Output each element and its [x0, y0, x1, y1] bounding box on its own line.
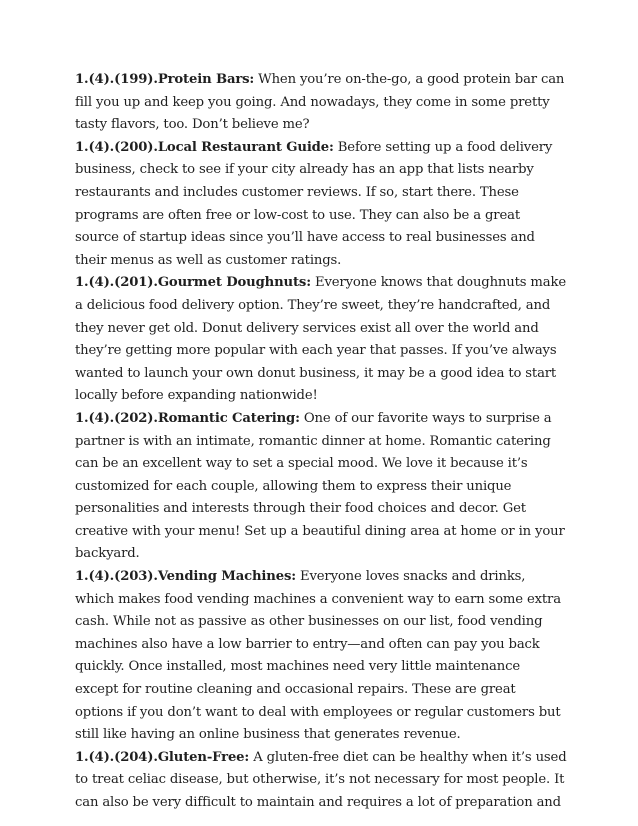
entry-title: Romantic Catering: [157, 410, 300, 426]
entry-body: Everyone loves snacks and drinks, which makes food vending machines a convenient way to earn some extra cash. While not as passive as other businesses on our list, food vending machines also have a low barrier to entry—and often can pay you back quickly. Once installed, most machines need very little maintenance except for routine cleaning and occasional repairs. These are great options if you don’t want to deal with employees or regular customers but still like having an online business that generates revenue. [75, 569, 561, 743]
entry-title: Protein Bars: [157, 72, 255, 87]
entry-protein-bars [75, 69, 567, 137]
entry-heading [75, 750, 249, 765]
entry-body: A gluten-free diet can be healthy when it’s used to treat celiac disease, but otherwise, it’s not necessary for most people. It can also be very difficult to maintain and requires a lot of preparation and [75, 749, 567, 810]
document-page [75, 69, 567, 815]
entry-title: Gourmet Doughnuts: [157, 275, 311, 291]
entry-body: When you’re on-the-go, a good protein bar can fill you up and keep you going. And nowadays, they come in some pretty tasty flavors, too. Don’t believe me? [75, 72, 565, 133]
entry-romantic-catering [75, 408, 567, 566]
entry-heading [75, 411, 300, 426]
entry-number: 1.(4).(202). [75, 410, 158, 426]
entry-number: 1.(4).(199). [75, 72, 158, 87]
entry-gourmet-doughnuts [75, 272, 567, 408]
entry-local-restaurant-guide [75, 137, 567, 273]
entry-title: Gluten-Free: [157, 749, 250, 765]
entry-body: One of our favorite ways to surprise a partner is with an intimate, romantic dinner at home. Romantic catering can be an excellent way to set a special mood. We love it because it’s customized for each couple, allowing them to express their unique personalities and interests through their food choices and decor. Get creative with your menu! Set up a beautiful dining area at home or in your backyard. [75, 410, 565, 562]
entry-number: 1.(4).(203). [75, 569, 158, 585]
entry-heading [75, 140, 334, 155]
entry-body: Before setting up a food delivery business, check to see if your city already has an app that lists nearby restaurants and includes customer reviews. If so, start there. These programs are often free or low-cost to use. They can also be a great source of startup ideas since you’ll have access to real businesses and their menus as well as customer ratings. [75, 139, 553, 268]
entry-number: 1.(4).(200). [75, 139, 158, 155]
entry-body: Everyone knows that doughnuts make a delicious food delivery option. They’re sweet, they’re handcrafted, and they never get old. Donut delivery services exist all over the world and they’re getting more popular with each year that passes. If you’ve always wanted to launch your own donut business, it may be a good idea to start locally before expanding nationwide! [75, 275, 566, 404]
entry-number: 1.(4).(204). [75, 749, 158, 765]
entry-vending-machines [75, 566, 567, 747]
entry-heading [75, 569, 296, 584]
entry-title: Vending Machines: [157, 569, 296, 585]
entry-heading [75, 72, 254, 87]
entry-title: Local Restaurant Guide: [157, 139, 334, 155]
entry-number: 1.(4).(201). [75, 275, 158, 291]
entry-gluten-free [75, 747, 567, 815]
entry-heading [75, 275, 311, 290]
